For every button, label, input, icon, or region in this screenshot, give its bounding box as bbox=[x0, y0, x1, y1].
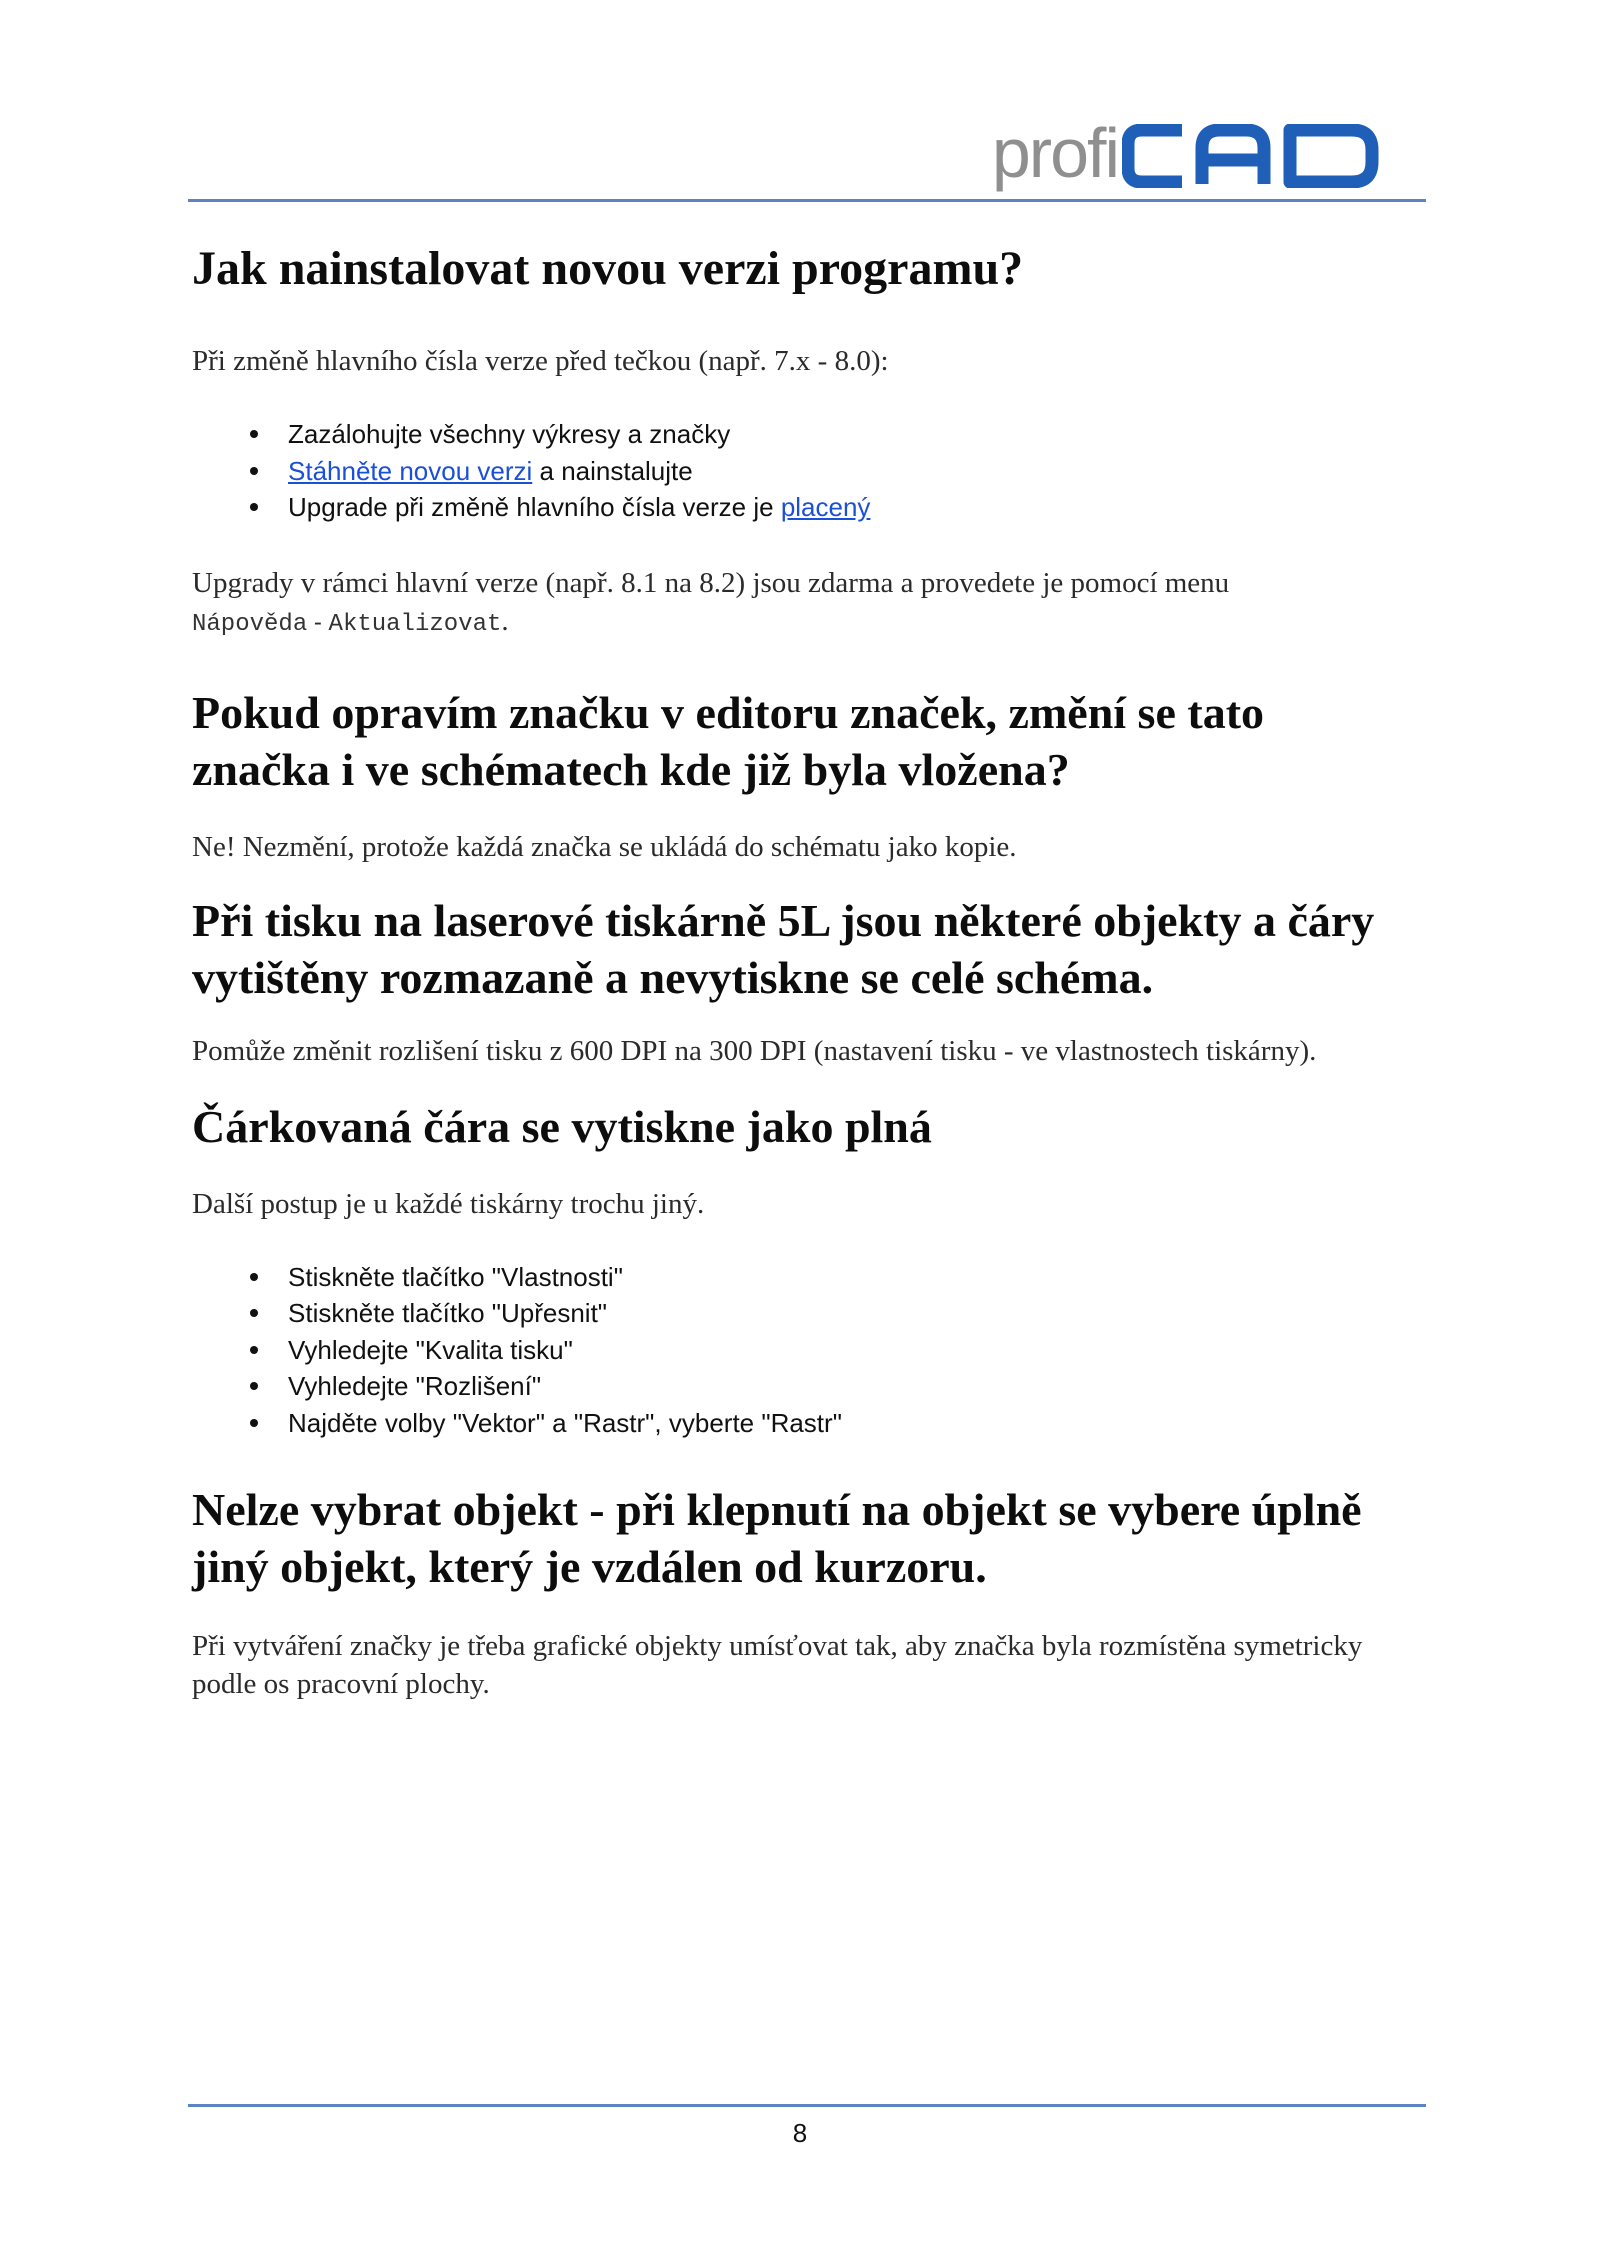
list-item-text: Vyhledejte "Kvalita tisku" bbox=[288, 1334, 573, 1365]
logo-profi-text: profi bbox=[991, 114, 1118, 192]
footer-rule bbox=[188, 2104, 1426, 2107]
laser-print-answer: Pomůže změnit rozlišení tisku z 600 DPI na 300 DPI (nastavení tisku - ve vlastnostech tiskárny). bbox=[192, 1034, 1317, 1067]
paid-upgrade-link[interactable]: placený bbox=[780, 492, 871, 522]
list-item bbox=[192, 1259, 1382, 1296]
section-heading-object-select: Nelze vybrat objekt - při klepnutí na objekt se vybere úplně jiný objekt, který je vzdálen od kurzoru. bbox=[192, 1484, 1362, 1592]
bullet-icon bbox=[250, 430, 258, 438]
bullet-icon bbox=[250, 1273, 258, 1281]
logo-cad-mark bbox=[1122, 124, 1412, 188]
dashed-line-intro: Další postup je u každé tiskárny trochu jiný. bbox=[192, 1187, 705, 1220]
install-outro bbox=[192, 564, 1382, 644]
list-item-text: Stiskněte tlačítko "Upřesnit" bbox=[288, 1298, 608, 1328]
download-new-version-link[interactable]: Stáhněte novou verzi bbox=[288, 455, 533, 486]
section-heading-dashed-line: Čárkovaná čára se vytiskne jako plná bbox=[192, 1100, 932, 1152]
list-item-text: Vyhledejte "Rozlišení" bbox=[288, 1371, 542, 1401]
list-item-text: a nainstalujte bbox=[532, 455, 693, 486]
menu-item-update: Aktualizovat bbox=[328, 610, 502, 638]
menu-item-help: Nápověda bbox=[192, 610, 308, 638]
bullet-icon bbox=[250, 1419, 258, 1427]
logo-cad-glyphs bbox=[1122, 124, 1412, 188]
list-item-text: Zazálohujte všechny výkresy a značky bbox=[288, 419, 731, 449]
symbol-edit-answer: Ne! Nezmění, protože každá značka se ukládá do schématu jako kopie. bbox=[192, 830, 1017, 863]
menu-path-end: . bbox=[501, 604, 509, 637]
list-item bbox=[192, 453, 1382, 490]
bullet-icon bbox=[250, 1309, 258, 1317]
bullet-icon bbox=[250, 1346, 258, 1354]
document-content bbox=[192, 240, 1382, 1703]
list-item bbox=[192, 1405, 1382, 1442]
list-item-text: Najděte volby "Vektor" a "Rastr", vyberte "Rastr" bbox=[288, 1407, 842, 1438]
printer-steps-list bbox=[192, 1259, 1382, 1442]
list-item-text: Upgrade při změně hlavního čísla verze je bbox=[288, 492, 781, 522]
object-select-answer: Při vytváření značky je třeba grafické objekty umísťovat tak, aby značka byla rozmístěna symetricky podle os pracovní plochy. bbox=[192, 1630, 1363, 1700]
list-item bbox=[192, 416, 1382, 453]
proficad-logo bbox=[991, 108, 1412, 192]
page-number: 8 bbox=[792, 2118, 808, 2148]
section-heading-symbol-edit: Pokud opravím značku v editoru značek, změní se tato značka i ve schématech kde již byla vložena? bbox=[192, 686, 1265, 795]
install-outro-text: Upgrady v rámci hlavní verze (např. 8.1 na 8.2) jsou zdarma a provedete je pomocí menu bbox=[192, 566, 1230, 599]
list-item bbox=[192, 1368, 1382, 1405]
list-item bbox=[192, 489, 1382, 526]
list-item bbox=[192, 1295, 1382, 1332]
list-item bbox=[192, 1332, 1382, 1369]
menu-path-separator: - bbox=[307, 608, 329, 636]
install-intro: Při změně hlavního čísla verze před tečkou (např. 7.x - 8.0): bbox=[192, 345, 889, 377]
list-item-text: Stiskněte tlačítko "Vlastnosti" bbox=[288, 1261, 623, 1292]
header-rule bbox=[188, 199, 1426, 202]
section-heading-install: Jak nainstalovat novou verzi programu? bbox=[192, 242, 1024, 295]
bullet-icon bbox=[250, 467, 258, 475]
bullet-icon bbox=[250, 1382, 258, 1390]
install-steps-list bbox=[192, 416, 1382, 526]
bullet-icon bbox=[250, 503, 258, 511]
section-heading-laser-print: Při tisku na laserové tiskárně 5L jsou některé objekty a čáry vytištěny rozmazaně a nevytiskne se celé schéma. bbox=[192, 894, 1375, 1003]
